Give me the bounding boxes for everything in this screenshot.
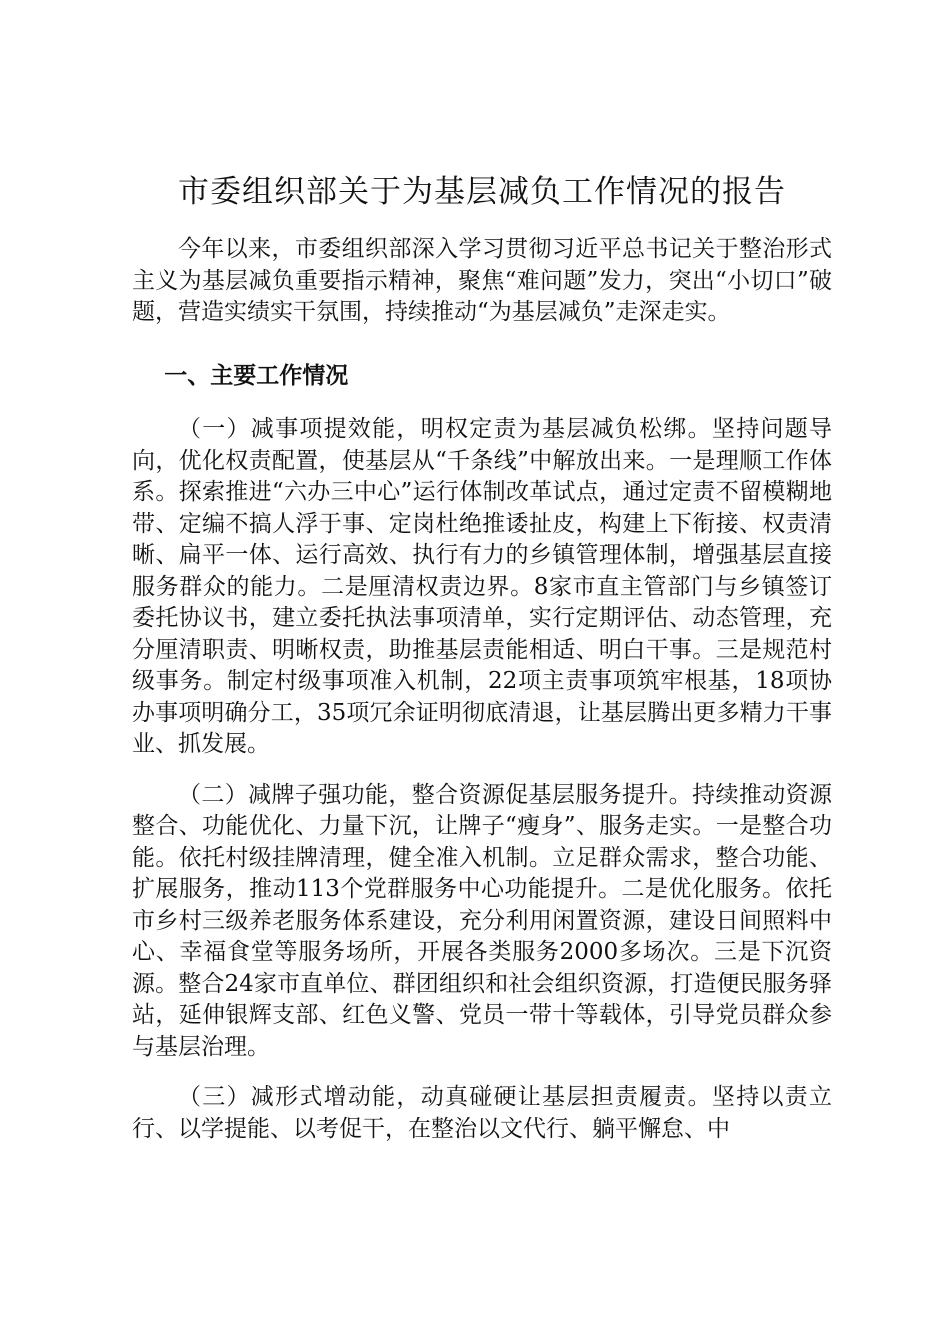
section-heading-main-work: 一、主要工作情况 xyxy=(164,362,349,389)
intro-paragraph: 今年以来，市委组织部深入学习贯彻习近平总书记关于整治形式主义为基层减负重要指示精神，聚焦“难问题”发力，突出“小切口”破题，营造实绩实干氛围，持续推动“为基层减负”走深走实。 xyxy=(132,236,832,325)
paragraph-reduce-signs: （二）减牌子强功能，整合资源促基层服务提升。持续推动资源整合、功能优化、力量下沉，让牌子“瘦身”、服务走实。一是整合功能。依托村级挂牌清理，健全准入机制。立足群众需求，整合功能、扩展服务，推动113个党群服务中心功能提升。二是优化服务。依托市乡村三级养老服务体系建设，充分利用闲置资源，建设日间照料中心、幸福食堂等服务场所，开展各类服务2000多场次。三是下沉资源。整合24家市直单位、群团组织和社会组织资源，打造便民服务驿站，延伸银辉支部、红色义警、党员一带十等载体，引导党员群众参与基层治理。 xyxy=(132,781,832,1060)
document-page xyxy=(132,168,832,1145)
paragraph-reduce-items: （一）减事项提效能，明权定责为基层减负松绑。坚持问题导向，优化权责配置，使基层从“千条线”中解放出来。一是理顺工作体系。探索推进“六办三中心”运行体制改革试点，通过定责不留模糊地带、定编不搞人浮于事、定岗杜绝推诿扯皮，构建上下衔接、权责清晰、扁平一体、运行高效、执行有力的乡镇管理体制，增强基层直接服务群众的能力。二是厘清权责边界。8家市直主管部门与乡镇签订委托协议书，建立委托执法事项清单，实行定期评估、动态管理，充分厘清职责、明晰权责，助推基层责能相适、明白干事。三是规范村级事务。制定村级事项准入机制，22项主责事项筑牢根基，18项协办事项明确分工，35项冗余证明彻底清退，让基层腾出更多精力干事业、抓发展。 xyxy=(132,416,832,757)
document-title: 市委组织部关于为基层减负工作情况的报告 xyxy=(178,174,786,210)
paragraph-reduce-formalism: （三）减形式增动能，动真碰硬让基层担责履责。坚持以责立行、以学提能、以考促干，在整治以文代行、躺平懈怠、中 xyxy=(132,1084,832,1142)
